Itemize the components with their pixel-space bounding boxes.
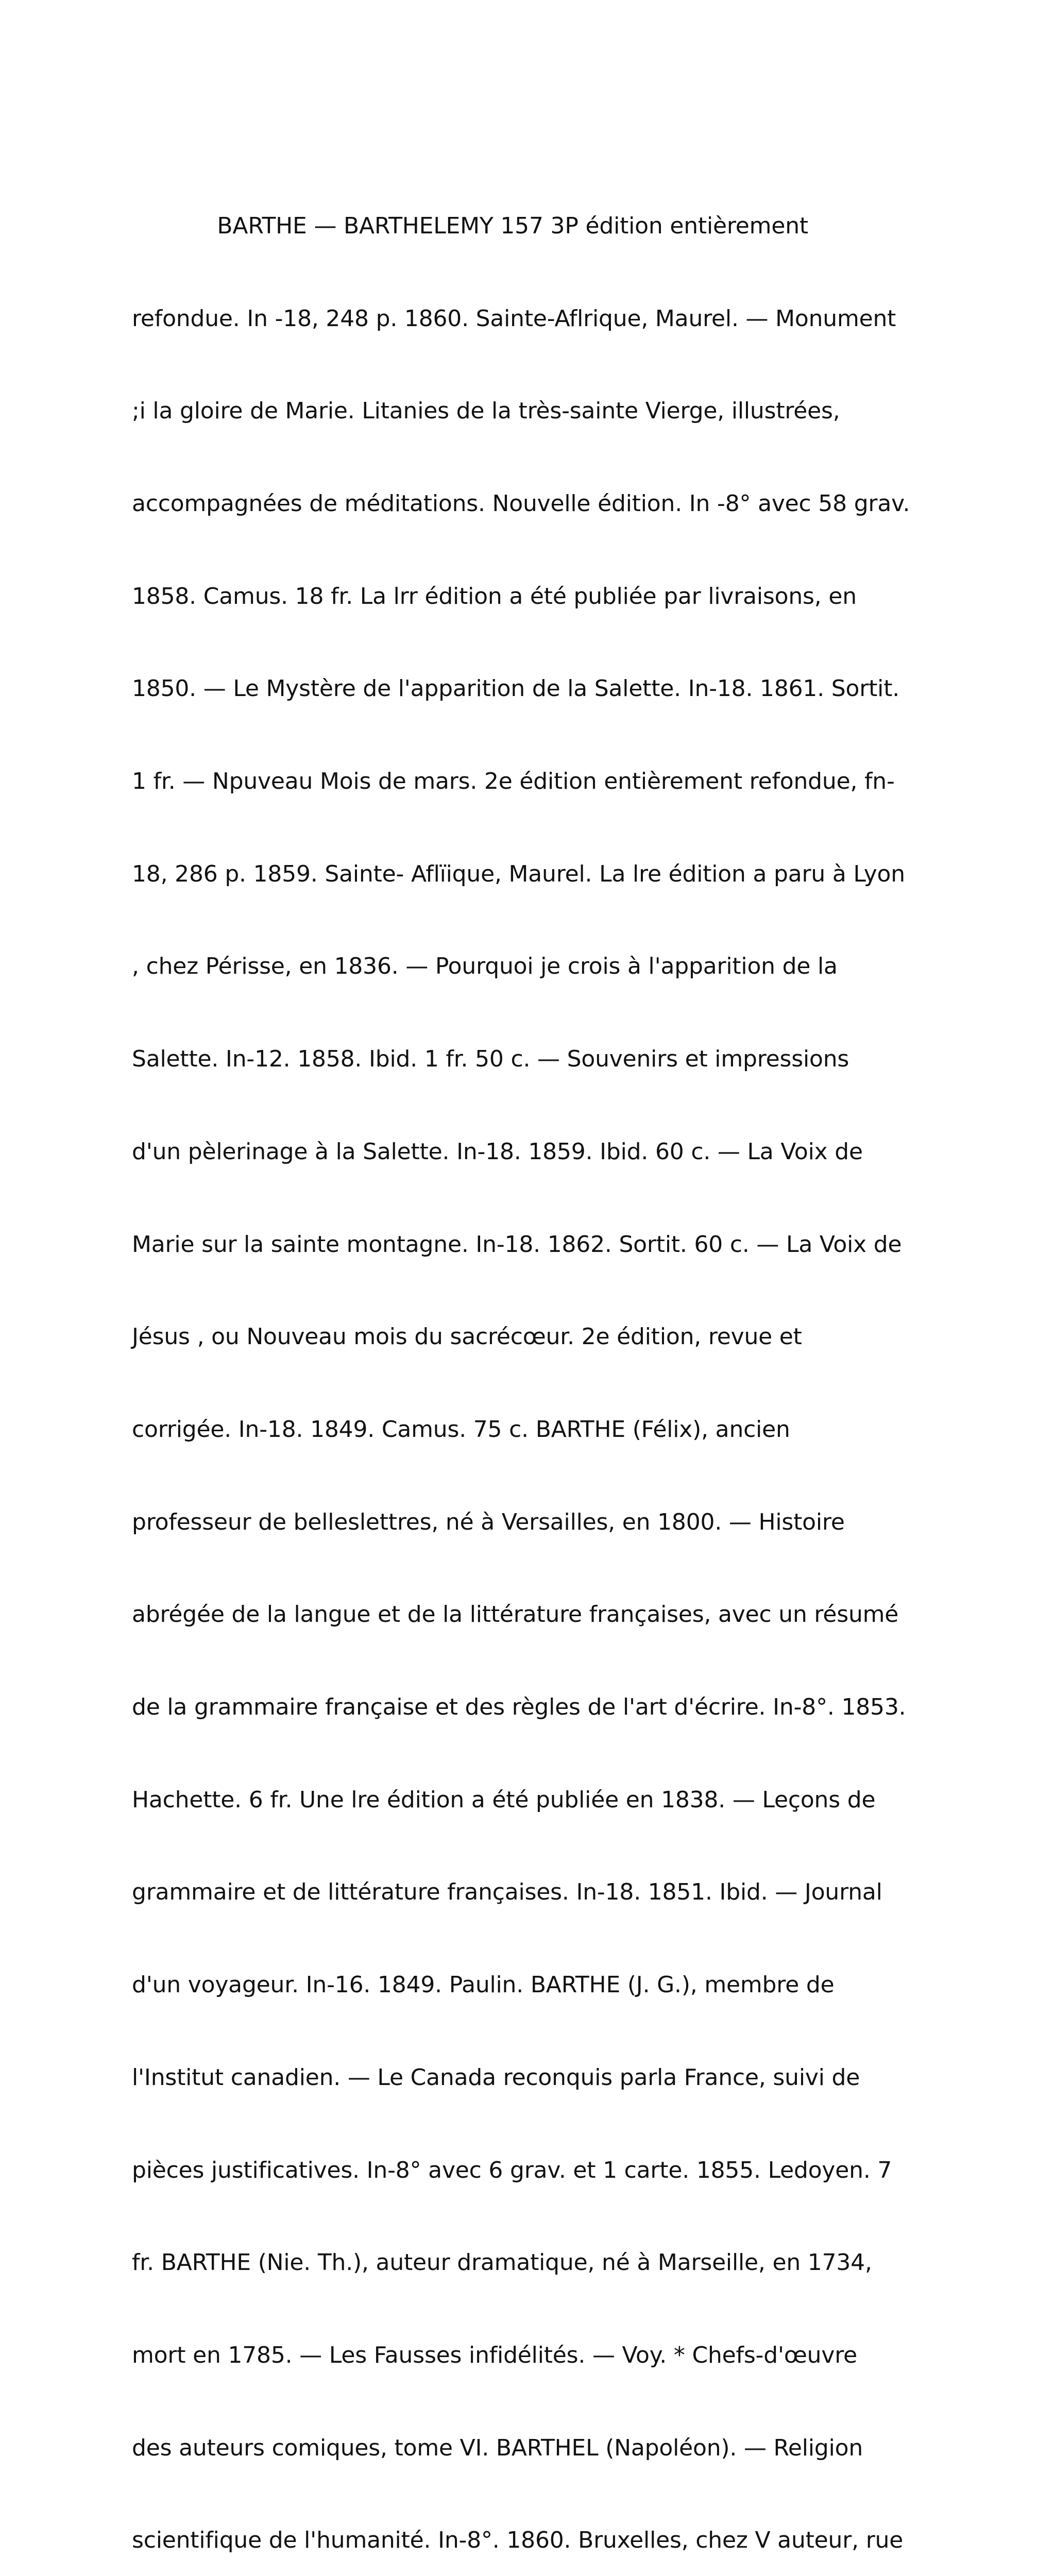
text-line: des auteurs comiques, tome VI. BARTHEL (Napoléon). — Religion xyxy=(132,2434,863,2461)
text-line: BARTHE — BARTHELEMY 157 3P édition entièrement xyxy=(132,212,808,239)
text-line: Marie sur la sainte montagne. In-18. 1862. Sortit. 60 c. — La Voix de xyxy=(132,1231,902,1258)
text-line: d'un pèlerinage à la Salette. In-18. 1859. Ibid. 60 c. — La Voix de xyxy=(132,1138,863,1165)
text-line: , chez Périsse, en 1836. — Pourquoi je crois à l'apparition de la xyxy=(132,953,838,980)
text-line: Jésus , ou Nouveau mois du sacrécœur. 2e édition, revue et xyxy=(132,1324,802,1350)
text-line: 1858. Camus. 18 fr. La lrr édition a été publiée par livraisons, en xyxy=(132,583,857,609)
text-line: fr. BARTHE (Nie. Th.), auteur dramatique, né à Marseille, en 1734, xyxy=(132,2249,872,2276)
text-line: 18, 286 p. 1859. Sainte- Aflïique, Maurel. La lre édition a paru à Lyon xyxy=(132,860,905,887)
text-line: mort en 1785. — Les Fausses infidélités. — Voy. * Chefs-d'œuvre xyxy=(132,2342,857,2368)
text-line: grammaire et de littérature françaises. In-18. 1851. Ibid. — Journal xyxy=(132,1879,882,1906)
text-line: de la grammaire française et des règles de l'art d'écrire. In-8°. 1853. xyxy=(132,1694,906,1721)
text-line: professeur de belleslettres, né à Versailles, en 1800. — Histoire xyxy=(132,1509,845,1535)
text-line: scientifique de l'humanité. In-8°. 1860. Bruxelles, chez V auteur, rue xyxy=(132,2527,904,2554)
text-line: pièces justificatives. In-8° avec 6 grav. et 1 carte. 1855. Ledoyen. 7 xyxy=(132,2157,892,2183)
text-line: l'Institut canadien. — Le Canada reconquis parla France, suivi de xyxy=(132,2064,860,2091)
text-line: refondue. In -18, 248 p. 1860. Sainte-Aflrique, Maurel. — Monument xyxy=(132,305,896,332)
text-line: accompagnées de méditations. Nouvelle édition. In -8° avec 58 grav. xyxy=(132,490,910,517)
text-line: Salette. In-12. 1858. Ibid. 1 fr. 50 c. — Souvenirs et impressions xyxy=(132,1046,849,1073)
text-line: ;i la gloire de Marie. Litanies de la très-sainte Vierge, illustrées, xyxy=(132,398,840,425)
text-line: abrégée de la langue et de la littérature françaises, avec un résumé xyxy=(132,1601,899,1628)
text-line: corrigée. In-18. 1849. Camus. 75 c. BARTHE (Félix), ancien xyxy=(132,1416,790,1443)
text-line: 1850. — Le Mystère de l'apparition de la Salette. In-18. 1861. Sortit. xyxy=(132,675,900,702)
text-line: d'un voyageur. In-16. 1849. Paulin. BARTHE (J. G.), membre de xyxy=(132,1972,835,1998)
text-line: Hachette. 6 fr. Une lre édition a été publiée en 1838. — Leçons de xyxy=(132,1786,876,1813)
body-text xyxy=(132,149,925,2576)
text-line: 1 fr. — Npuveau Mois de mars. 2e édition entièrement refondue, fn- xyxy=(132,768,895,795)
